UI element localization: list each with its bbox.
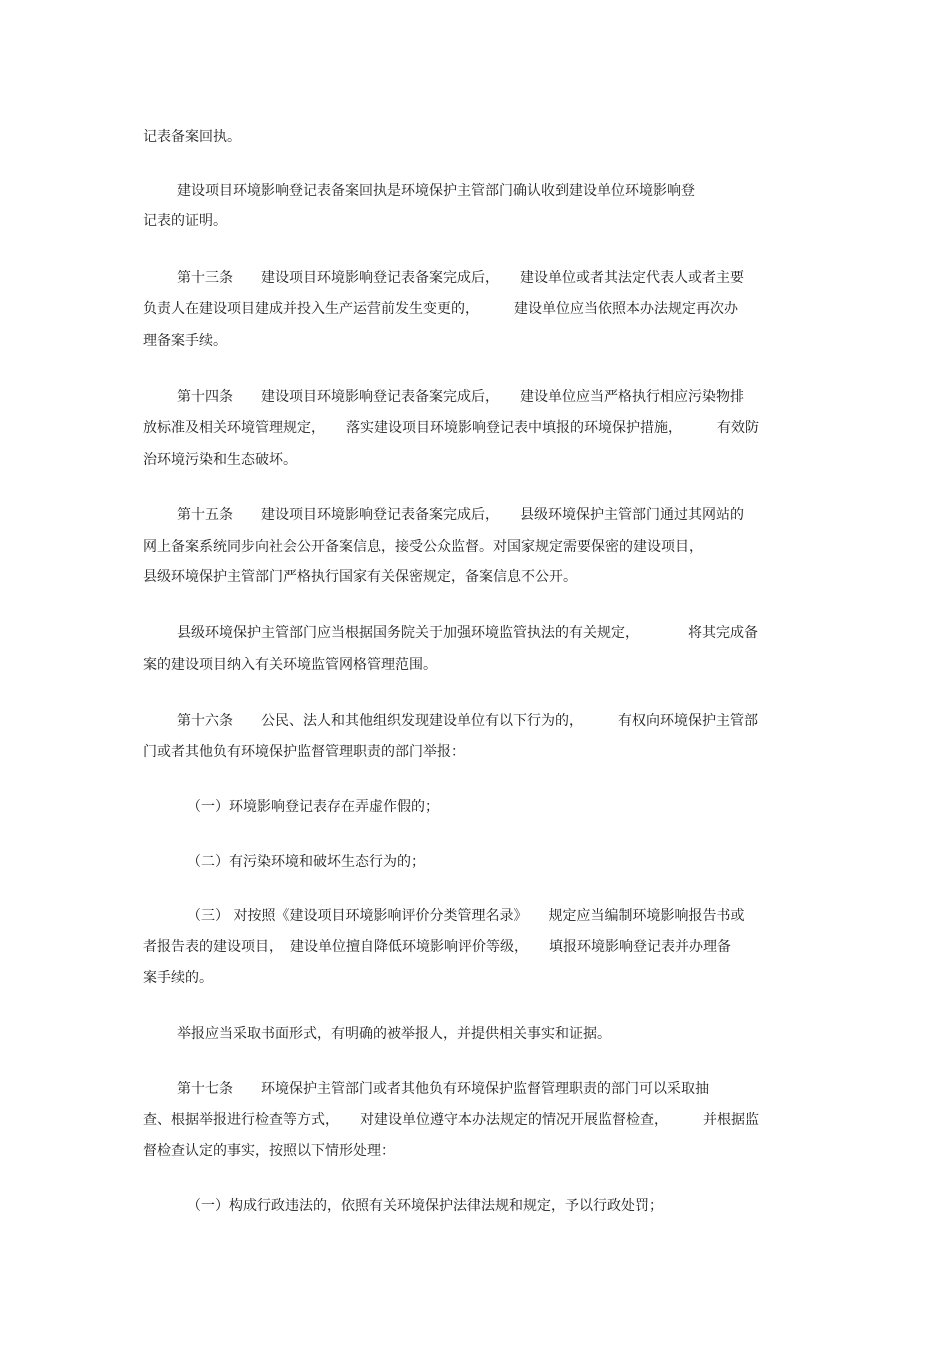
text-line: 建设项目环境影响登记表备案回执是环境保护主管部门确认收到建设单位环境影响登 [177, 183, 695, 199]
text-line: 网上备案系统同步向社会公开备案信息，接受公众监督。对国家规定需要保密的建设项目， [143, 539, 703, 555]
text-line: 查、根据举报进行检查等方式， 对建设单位遵守本办法规定的情况开展监督检查， 并根据监 [143, 1112, 759, 1128]
list-item: （一）构成行政违法的，依照有关环境保护法律法规和规定，予以行政处罚； [187, 1198, 663, 1214]
text-line: 第十三条 建设项目环境影响登记表备案完成后， 建设单位或者其法定代表人或者主要 [177, 270, 744, 286]
text-line: 记表的证明。 [143, 213, 227, 229]
text-line: 负责人在建设项目建成并投入生产运营前发生变更的， 建设单位应当依照本办法规定再次办 [143, 301, 738, 317]
text-line: 县级环境保护主管部门严格执行国家有关保密规定，备案信息不公开。 [143, 569, 577, 585]
text-line: 者报告表的建设项目， 建设单位擅自降低环境影响评价等级， 填报环境影响登记表并办理备 [143, 939, 731, 955]
text-line: 第十四条 建设项目环境影响登记表备案完成后， 建设单位应当严格执行相应污染物排 [177, 389, 744, 405]
text-line: 第十六条 公民、法人和其他组织发现建设单位有以下行为的， 有权向环境保护主管部 [177, 713, 758, 729]
text-line: 第十五条 建设项目环境影响登记表备案完成后， 县级环境保护主管部门通过其网站的 [177, 507, 744, 523]
text-line: 案的建设项目纳入有关环境监管网格管理范围。 [143, 657, 437, 673]
text-line: 督检查认定的事实，按照以下情形处理： [143, 1143, 395, 1159]
list-item: （三） 对按照《建设项目环境影响评价分类管理名录》 规定应当编制环境影响报告书或 [187, 908, 745, 924]
text-line: 案手续的。 [143, 970, 213, 986]
text-line: 举报应当采取书面形式，有明确的被举报人，并提供相关事实和证据。 [177, 1026, 611, 1042]
text-line: 县级环境保护主管部门应当根据国务院关于加强环境监管执法的有关规定， 将其完成备 [177, 625, 758, 641]
list-item: （二）有污染环境和破坏生态行为的； [187, 854, 425, 870]
text-line: 第十七条 环境保护主管部门或者其他负有环境保护监督管理职责的部门可以采取抽 [177, 1081, 709, 1097]
text-line: 门或者其他负有环境保护监督管理职责的部门举报： [143, 744, 465, 760]
text-line: 放标准及相关环境管理规定， 落实建设项目环境影响登记表中填报的环境保护措施， 有效防 [143, 420, 759, 436]
list-item: （一）环境影响登记表存在弄虚作假的； [187, 799, 439, 815]
text-line: 理备案手续。 [143, 333, 227, 349]
text-line: 记表备案回执。 [143, 129, 241, 145]
text-line: 治环境污染和生态破坏。 [143, 452, 297, 468]
